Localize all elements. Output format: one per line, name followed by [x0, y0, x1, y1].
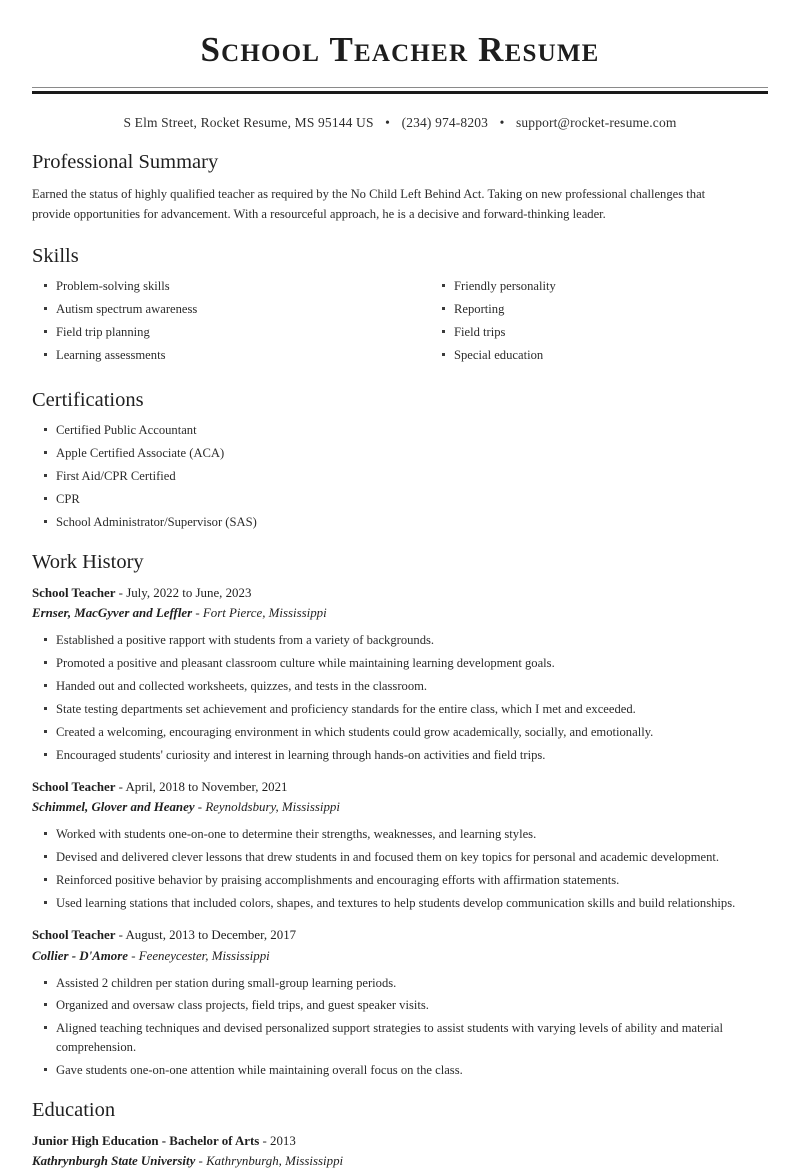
job-title-line [32, 926, 768, 945]
divider-line-thick [32, 91, 768, 94]
list-item: Apple Certified Associate (ACA) [32, 444, 768, 462]
list-item: Special education [430, 346, 768, 364]
page-title: School Teacher Resume [200, 30, 600, 69]
work-history-entry [32, 926, 768, 1079]
list-item: Used learning stations that included colors, shapes, and textures to help students develop communication skills and build relationships. [32, 894, 768, 912]
list-item: Field trip planning [32, 323, 400, 341]
list-item: Friendly personality [430, 277, 768, 295]
list-item: Organized and oversaw class projects, field trips, and guest speaker visits. [32, 996, 768, 1014]
list-item: Reinforced positive behavior by praising accomplishments and encouraging efforts with affirmation statements. [32, 871, 768, 889]
job-dates: August, 2013 to December, 2017 [125, 928, 297, 943]
job-company-line [32, 603, 768, 623]
job-separator: - [115, 779, 126, 794]
section-heading-skills: Skills [32, 244, 79, 267]
job-role: School Teacher [32, 585, 116, 600]
section-work-history [32, 550, 768, 1079]
job-bullets [32, 974, 768, 1079]
education-separator: - [259, 1133, 271, 1148]
job-role: School Teacher [32, 928, 116, 943]
company-separator: - [127, 948, 139, 963]
job-company: Schimmel, Glover and Heaney [32, 800, 195, 815]
contact-info [32, 115, 768, 131]
education-school-separator: - [195, 1153, 207, 1168]
list-item: Field trips [430, 323, 768, 341]
list-item: Created a welcoming, encouraging environment in which students could grow academically, socially, and emotionally. [32, 723, 768, 741]
job-separator: - [115, 928, 126, 943]
job-title-line [32, 778, 768, 797]
summary-text: Earned the status of highly qualified teacher as required by the No Child Left Behind Act. Taking on new professional challenges that provide opportunities for advancement. With a resourceful approach, he is a decisive and forward-thinking leader. [32, 186, 706, 222]
education-school-location: Kathrynburgh, Mississippi [206, 1153, 344, 1168]
job-company-line [32, 946, 768, 966]
job-role: School Teacher [32, 779, 116, 794]
education-school: Kathrynburgh State University [32, 1153, 196, 1168]
list-item: Reporting [430, 300, 768, 318]
divider-line-thin [32, 87, 768, 88]
company-separator: - [192, 606, 203, 621]
skills-column-left [32, 277, 400, 369]
job-dates: April, 2018 to November, 2021 [125, 779, 288, 794]
section-heading-certifications: Certifications [32, 388, 144, 411]
section-certifications [32, 388, 768, 531]
list-item: Assisted 2 children per station during small-group learning periods. [32, 974, 768, 992]
list-item: Encouraged students' curiosity and interest in learning through hands-on activities and field trips. [32, 746, 768, 764]
skills-column-right [400, 277, 768, 369]
contact-separator-2: • [499, 115, 505, 131]
job-company: Collier - D'Amore [32, 948, 128, 963]
list-item: State testing departments set achievement and proficiency standards for the entire class, which I met and exceeded. [32, 700, 768, 718]
job-bullets [32, 825, 768, 912]
work-history-entry [32, 584, 768, 764]
job-title-line [32, 584, 768, 603]
education-year: 2013 [270, 1133, 296, 1148]
list-item: Learning assessments [32, 346, 400, 364]
list-item: Promoted a positive and pleasant classroom culture while maintaining learning development goals. [32, 654, 768, 672]
section-heading-summary: Professional Summary [32, 151, 219, 174]
job-bullets [32, 631, 768, 764]
list-item: School Administrator/Supervisor (SAS) [32, 513, 768, 531]
job-location: Reynoldsbury, Mississippi [205, 800, 340, 815]
education-school-line [32, 1151, 768, 1171]
section-education [32, 1098, 768, 1171]
job-location: Feeneycester, Mississippi [138, 948, 270, 963]
contact-address: S Elm Street, Rocket Resume, MS 95144 US [123, 115, 374, 131]
job-company: Ernser, MacGyver and Leffler [32, 606, 193, 621]
section-heading-education: Education [32, 1098, 116, 1121]
certifications-list [32, 421, 768, 531]
job-company-line [32, 797, 768, 817]
list-item: Gave students one-on-one attention while maintaining overall focus on the class. [32, 1061, 768, 1079]
list-item: Problem-solving skills [32, 277, 400, 295]
contact-email[interactable]: support@rocket-resume.com [515, 115, 677, 131]
contact-separator-1: • [385, 115, 391, 131]
section-skills [32, 244, 768, 369]
job-dates: July, 2022 to June, 2023 [126, 585, 252, 600]
list-item: CPR [32, 490, 768, 508]
job-location: Fort Pierce, Mississippi [202, 606, 327, 621]
company-separator: - [194, 800, 206, 815]
list-item: Certified Public Accountant [32, 421, 768, 439]
education-entry [32, 1132, 768, 1171]
contact-phone: (234) 974-8203 [401, 115, 489, 131]
list-item: Devised and delivered clever lessons that drew students in and focused them on key topics for personal and academic development. [32, 848, 768, 866]
list-item: Autism spectrum awareness [32, 300, 400, 318]
skills-grid [32, 277, 768, 369]
section-heading-work-history: Work History [32, 551, 144, 574]
education-degree: Junior High Education - Bachelor of Arts [32, 1133, 260, 1148]
list-item: Handed out and collected worksheets, quizzes, and tests in the classroom. [32, 677, 768, 695]
list-item: Worked with students one-on-one to determine their strengths, weaknesses, and learning styles. [32, 825, 768, 843]
work-history-entry [32, 778, 768, 912]
job-separator: - [115, 585, 127, 600]
education-degree-line [32, 1132, 768, 1151]
list-item: First Aid/CPR Certified [32, 467, 768, 485]
section-professional-summary [32, 150, 768, 224]
header-divider [32, 87, 768, 94]
list-item: Established a positive rapport with students from a variety of backgrounds. [32, 631, 768, 649]
list-item: Aligned teaching techniques and devised personalized support strategies to assist students with varying levels of ability and material comprehension. [32, 1019, 768, 1056]
